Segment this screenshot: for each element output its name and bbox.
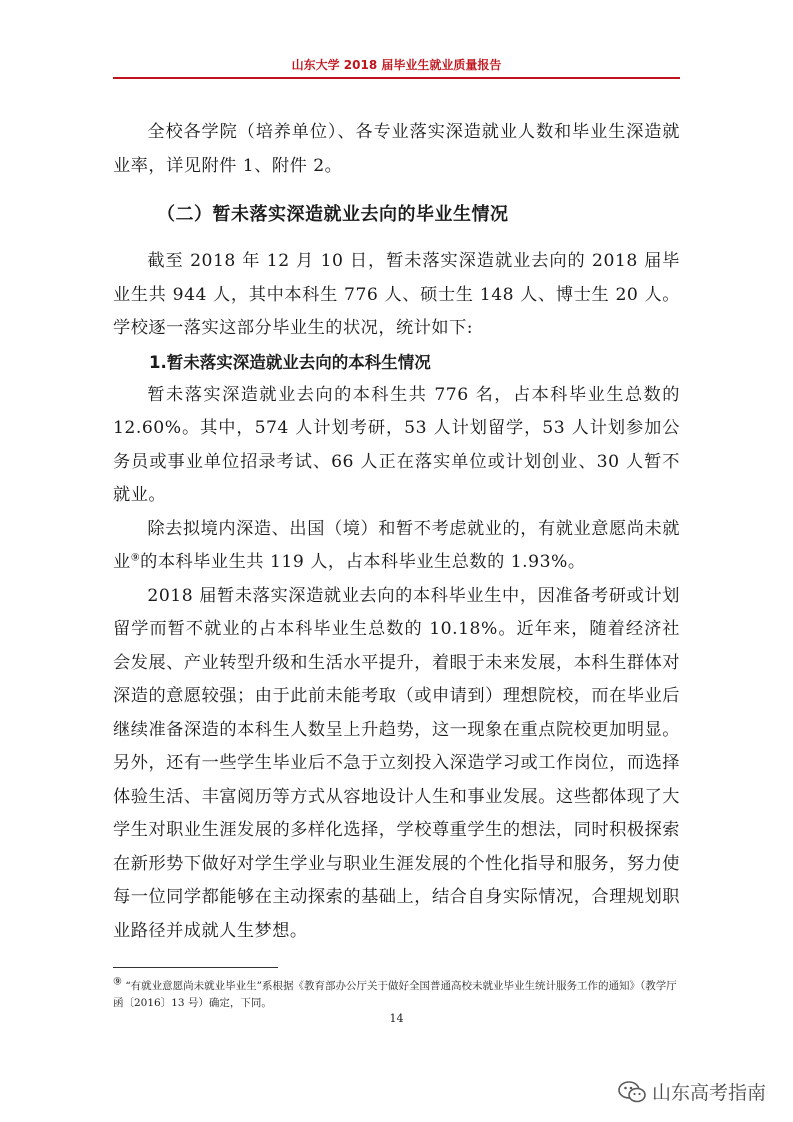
watermark-text: 山东高考指南 bbox=[652, 1082, 767, 1104]
report-header-title: 山东大学 2018 届毕业生就业质量报告 bbox=[291, 58, 502, 72]
page-number: 14 bbox=[389, 1012, 404, 1025]
paragraph-4-part-b: 的本科毕业生共 119 人，占本科毕业生总数的 1.93%。 bbox=[140, 552, 586, 572]
footnote bbox=[113, 978, 680, 1012]
paragraph-3: 暂未落实深造就业去向的本科生共 776 名，占本科毕业生总数的 12.60%。其中，574 人计划考研，53 人计划留学，53 人计划参加公务员或事业单位招录考试、66 人正在落实单位或计划创业、30 人暂不就业。 bbox=[113, 384, 680, 505]
paragraph-1: 全校各学院（培养单位）、各专业落实深造就业人数和毕业生深造就业率，详见附件 1、附件 2。 bbox=[113, 122, 680, 176]
footnote-mark: ⑨ bbox=[113, 976, 122, 988]
paragraph-2: 截至 2018 年 12 月 10 日，暂未落实深造就业去向的 2018 届毕业生共 944 人，其中本科生 776 人、硕士生 148 人、博士生 20 人。学校逐一落实这部分毕业生的状况，统计如下: bbox=[113, 251, 680, 338]
footnote-divider bbox=[113, 967, 278, 968]
wechat-icon bbox=[618, 1081, 646, 1103]
paragraph-5: 2018 届暂未落实深造就业去向的本科毕业生中，因准备考研或计划留学而暂不就业的占本科毕业生总数的 10.18%。近年来，随着经济社会发展、产业转型升级和生活水平提升，着眼于未来发展，本科生群体对深造的意愿较强；由于此前未能考取（或申请到）理想院校，而在毕业后继续准备深造的本科生人数呈上升趋势，这一现象在重点院校更加明显。另外，还有一些学生毕业后不急于立刻投入深造学习或工作岗位，而选择体验生活、丰富阅历等方式从容地设计人生和事业发展。这些都体现了大学生对职业生涯发展的多样化选择，学校尊重学生的想法，同时积极探索在新形势下做好对学生学业与职业生涯发展的个性化指导和服务，努力使每一位同学都能够在主动探索的基础上，结合自身实际情况，合理规划职业路径并成就人生梦想。 bbox=[113, 585, 680, 941]
footnote-reference: ⑨ bbox=[130, 552, 141, 564]
paragraph-4-part-a: 除去拟境内深造、出国（境）和暂不考虑就业的，有就业意愿尚未就业 bbox=[113, 518, 680, 572]
header-divider bbox=[113, 77, 680, 79]
section-title: （二）暂未落实深造就业去向的毕业生情况 bbox=[157, 204, 509, 225]
page-body bbox=[113, 116, 680, 948]
paragraph-4 bbox=[113, 513, 680, 580]
sub-section-title: 1.暂未落实深造就业去向的本科生情况 bbox=[149, 352, 431, 372]
footnote-text: “有就业意愿尚未就业毕业生”系根据《教育部办公厅关于做好全国普通高校未就业毕业生统计服务工作的通知》（教学厅函〔2016〕13 号）确定，下同。 bbox=[113, 980, 677, 1009]
watermark bbox=[618, 1078, 766, 1105]
